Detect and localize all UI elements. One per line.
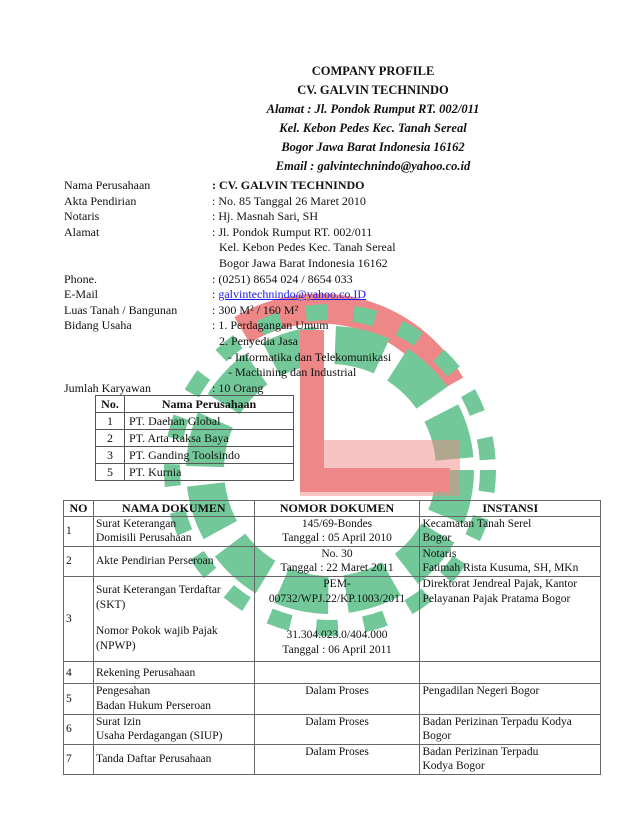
karyawan-label: Jumlah Karyawan	[64, 380, 151, 395]
doc-nama: Badan Hukum Perseroan	[95, 699, 211, 712]
bidang-value-2: 2. Penyedia Jasa	[219, 333, 298, 348]
bidang-value-4: - Machining dan Industrial	[228, 365, 357, 380]
documents-table	[63, 500, 601, 775]
phone-value: : (0251) 8654 024 / 8654 033	[212, 271, 353, 286]
doc-instansi: Pelayanan Pajak Pratama Bogor	[422, 592, 571, 605]
notaris-label: Notaris	[64, 209, 100, 224]
doc-nama: Domisili Perusahaan	[95, 532, 192, 545]
doc-nomor: Tanggal : 22 Maret 2011	[280, 562, 394, 575]
doc-nomor: 145/69-Bondes	[301, 517, 373, 530]
table-row	[64, 576, 601, 661]
table-row	[96, 447, 294, 464]
table-header-row	[96, 396, 294, 413]
header-address-line-2: Kel. Kebon Pedes Kec. Tanah Sereal	[279, 121, 467, 135]
header-address-line-1: Alamat : Jl. Pondok Rumput RT. 002/011	[266, 102, 480, 116]
doc-nama: (SKT)	[95, 598, 126, 611]
doc-instansi: Direktorat Jendreal Pajak, Kantor	[422, 577, 578, 590]
header-address-line-3: Bogor Jawa Barat Indonesia 16162	[281, 140, 465, 154]
doc-instansi: Kodya Bogor	[422, 760, 485, 773]
table-row	[64, 546, 601, 576]
karyawan-value: : 10 Orang	[212, 380, 264, 395]
doc-nama: Rekening Perusahaan	[93, 662, 254, 684]
partner-no: 5	[96, 464, 125, 481]
doc-instansi: Pengadilan Negeri Bogor	[420, 684, 601, 714]
table-row	[96, 430, 294, 447]
doc-nama: Nomor Pokok wajib Pajak	[95, 625, 218, 638]
doc-nama: Tanda Daftar Perusahaan	[93, 744, 254, 774]
col-nomor-header: NOMOR DOKUMEN	[254, 501, 420, 517]
luas-value: : 300 M² / 160 M²	[212, 302, 299, 317]
doc-nomor: 00732/WPJ.22/KP.1003/2011	[268, 592, 406, 605]
luas-label: Luas Tanah / Bangunan	[64, 302, 178, 317]
doc-nama: Surat Keterangan	[95, 517, 177, 530]
doc-no: 6	[64, 714, 94, 744]
doc-no: 2	[64, 546, 94, 576]
doc-nama: Pengesahan	[95, 685, 151, 698]
company-heading: CV. GALVIN TECHNINDO	[297, 83, 449, 97]
doc-instansi: Kecamatan Tanah Serel	[422, 517, 532, 530]
doc-no: 4	[64, 662, 94, 684]
doc-instansi: Fatimah Rista Kusuma, SH, MKn	[422, 562, 579, 575]
company-info	[64, 178, 396, 396]
doc-nomor: Dalam Proses	[254, 744, 420, 774]
header-email: Email : galvintechnindo@yahoo.co.id	[275, 159, 471, 173]
doc-instansi: Bogor	[422, 730, 452, 743]
doc-nomor: Dalam Proses	[254, 684, 420, 714]
doc-no: 3	[64, 576, 94, 661]
doc-instansi: Notaris	[422, 547, 457, 560]
partner-name: PT. Kurnia	[125, 464, 294, 481]
table-row	[96, 464, 294, 481]
doc-nomor: PEM-	[323, 577, 351, 590]
bidang-value-1: : 1. Perdagangan Umum	[212, 318, 329, 333]
col-name-header: Nama Perusahaan	[125, 396, 294, 413]
akta-value: : No. 85 Tanggal 26 Maret 2010	[212, 193, 366, 208]
doc-nomor: No. 30	[321, 547, 353, 560]
doc-nomor: Tanggal : 06 April 2011	[282, 643, 392, 656]
col-no-header: No.	[96, 396, 125, 413]
table-row	[64, 516, 601, 546]
table-row	[64, 714, 601, 744]
email-label: E-Mail	[64, 287, 98, 302]
phone-label: Phone.	[64, 271, 97, 286]
partner-no: 3	[96, 447, 125, 464]
doc-nomor: Tanggal : 05 April 2010	[282, 532, 392, 545]
email-prefix: :	[212, 287, 219, 302]
bidang-value-3: - Informatika dan Telekomunikasi	[228, 349, 392, 364]
doc-nama: Akte Pendirian Perseroan	[93, 546, 254, 576]
nama-value: : CV. GALVIN TECHNINDO	[212, 178, 365, 192]
doc-nama: (NPWP)	[95, 639, 136, 652]
doc-no: 5	[64, 684, 94, 714]
document-header	[0, 62, 638, 176]
doc-nomor: 31.304.023.0/404.000	[286, 629, 388, 642]
doc-no: 1	[64, 516, 94, 546]
document-title: COMPANY PROFILE	[311, 64, 435, 78]
doc-nomor: Dalam Proses	[254, 714, 420, 744]
nama-label: Nama Perusahaan	[64, 178, 151, 192]
email-link[interactable]: galvintechnindo@yahoo.co.ID	[218, 287, 367, 302]
alamat-value-1: : Jl. Pondok Rumput RT. 002/011	[212, 224, 373, 239]
doc-no: 7	[64, 744, 94, 774]
table-header-row	[64, 501, 601, 517]
table-row	[96, 413, 294, 430]
doc-instansi: Bogor	[422, 532, 452, 545]
col-instansi-header: INSTANSI	[420, 501, 601, 517]
partner-no: 1	[96, 413, 125, 430]
table-row	[64, 662, 601, 684]
doc-instansi: Badan Perizinan Terpadu Kodya	[422, 715, 572, 728]
doc-nama: Usaha Perdagangan (SIUP)	[95, 730, 223, 743]
table-row	[64, 684, 601, 714]
alamat-value-3: Bogor Jawa Barat Indonesia 16162	[219, 255, 388, 270]
notaris-value: : Hj. Masnah Sari, SH	[212, 209, 318, 224]
col-nama-header: NAMA DOKUMEN	[93, 501, 254, 517]
partner-name: PT. Ganding Toolsindo	[125, 447, 294, 464]
doc-nama: Surat Keterangan Terdaftar	[95, 583, 221, 596]
doc-instansi: Badan Perizinan Terpadu	[422, 745, 539, 758]
table-row	[64, 744, 601, 774]
partners-table	[95, 395, 294, 481]
akta-label: Akta Pendirian	[64, 193, 137, 208]
col-no-header: NO	[64, 501, 94, 517]
alamat-value-2: Kel. Kebon Pedes Kec. Tanah Sereal	[219, 240, 396, 255]
partner-name: PT. Arta Raksa Baya	[125, 430, 294, 447]
partner-no: 2	[96, 430, 125, 447]
alamat-label: Alamat	[64, 224, 100, 239]
partner-name: PT. Daehan Global	[125, 413, 294, 430]
bidang-label: Bidang Usaha	[64, 318, 132, 333]
doc-nama: Surat Izin	[95, 715, 141, 728]
